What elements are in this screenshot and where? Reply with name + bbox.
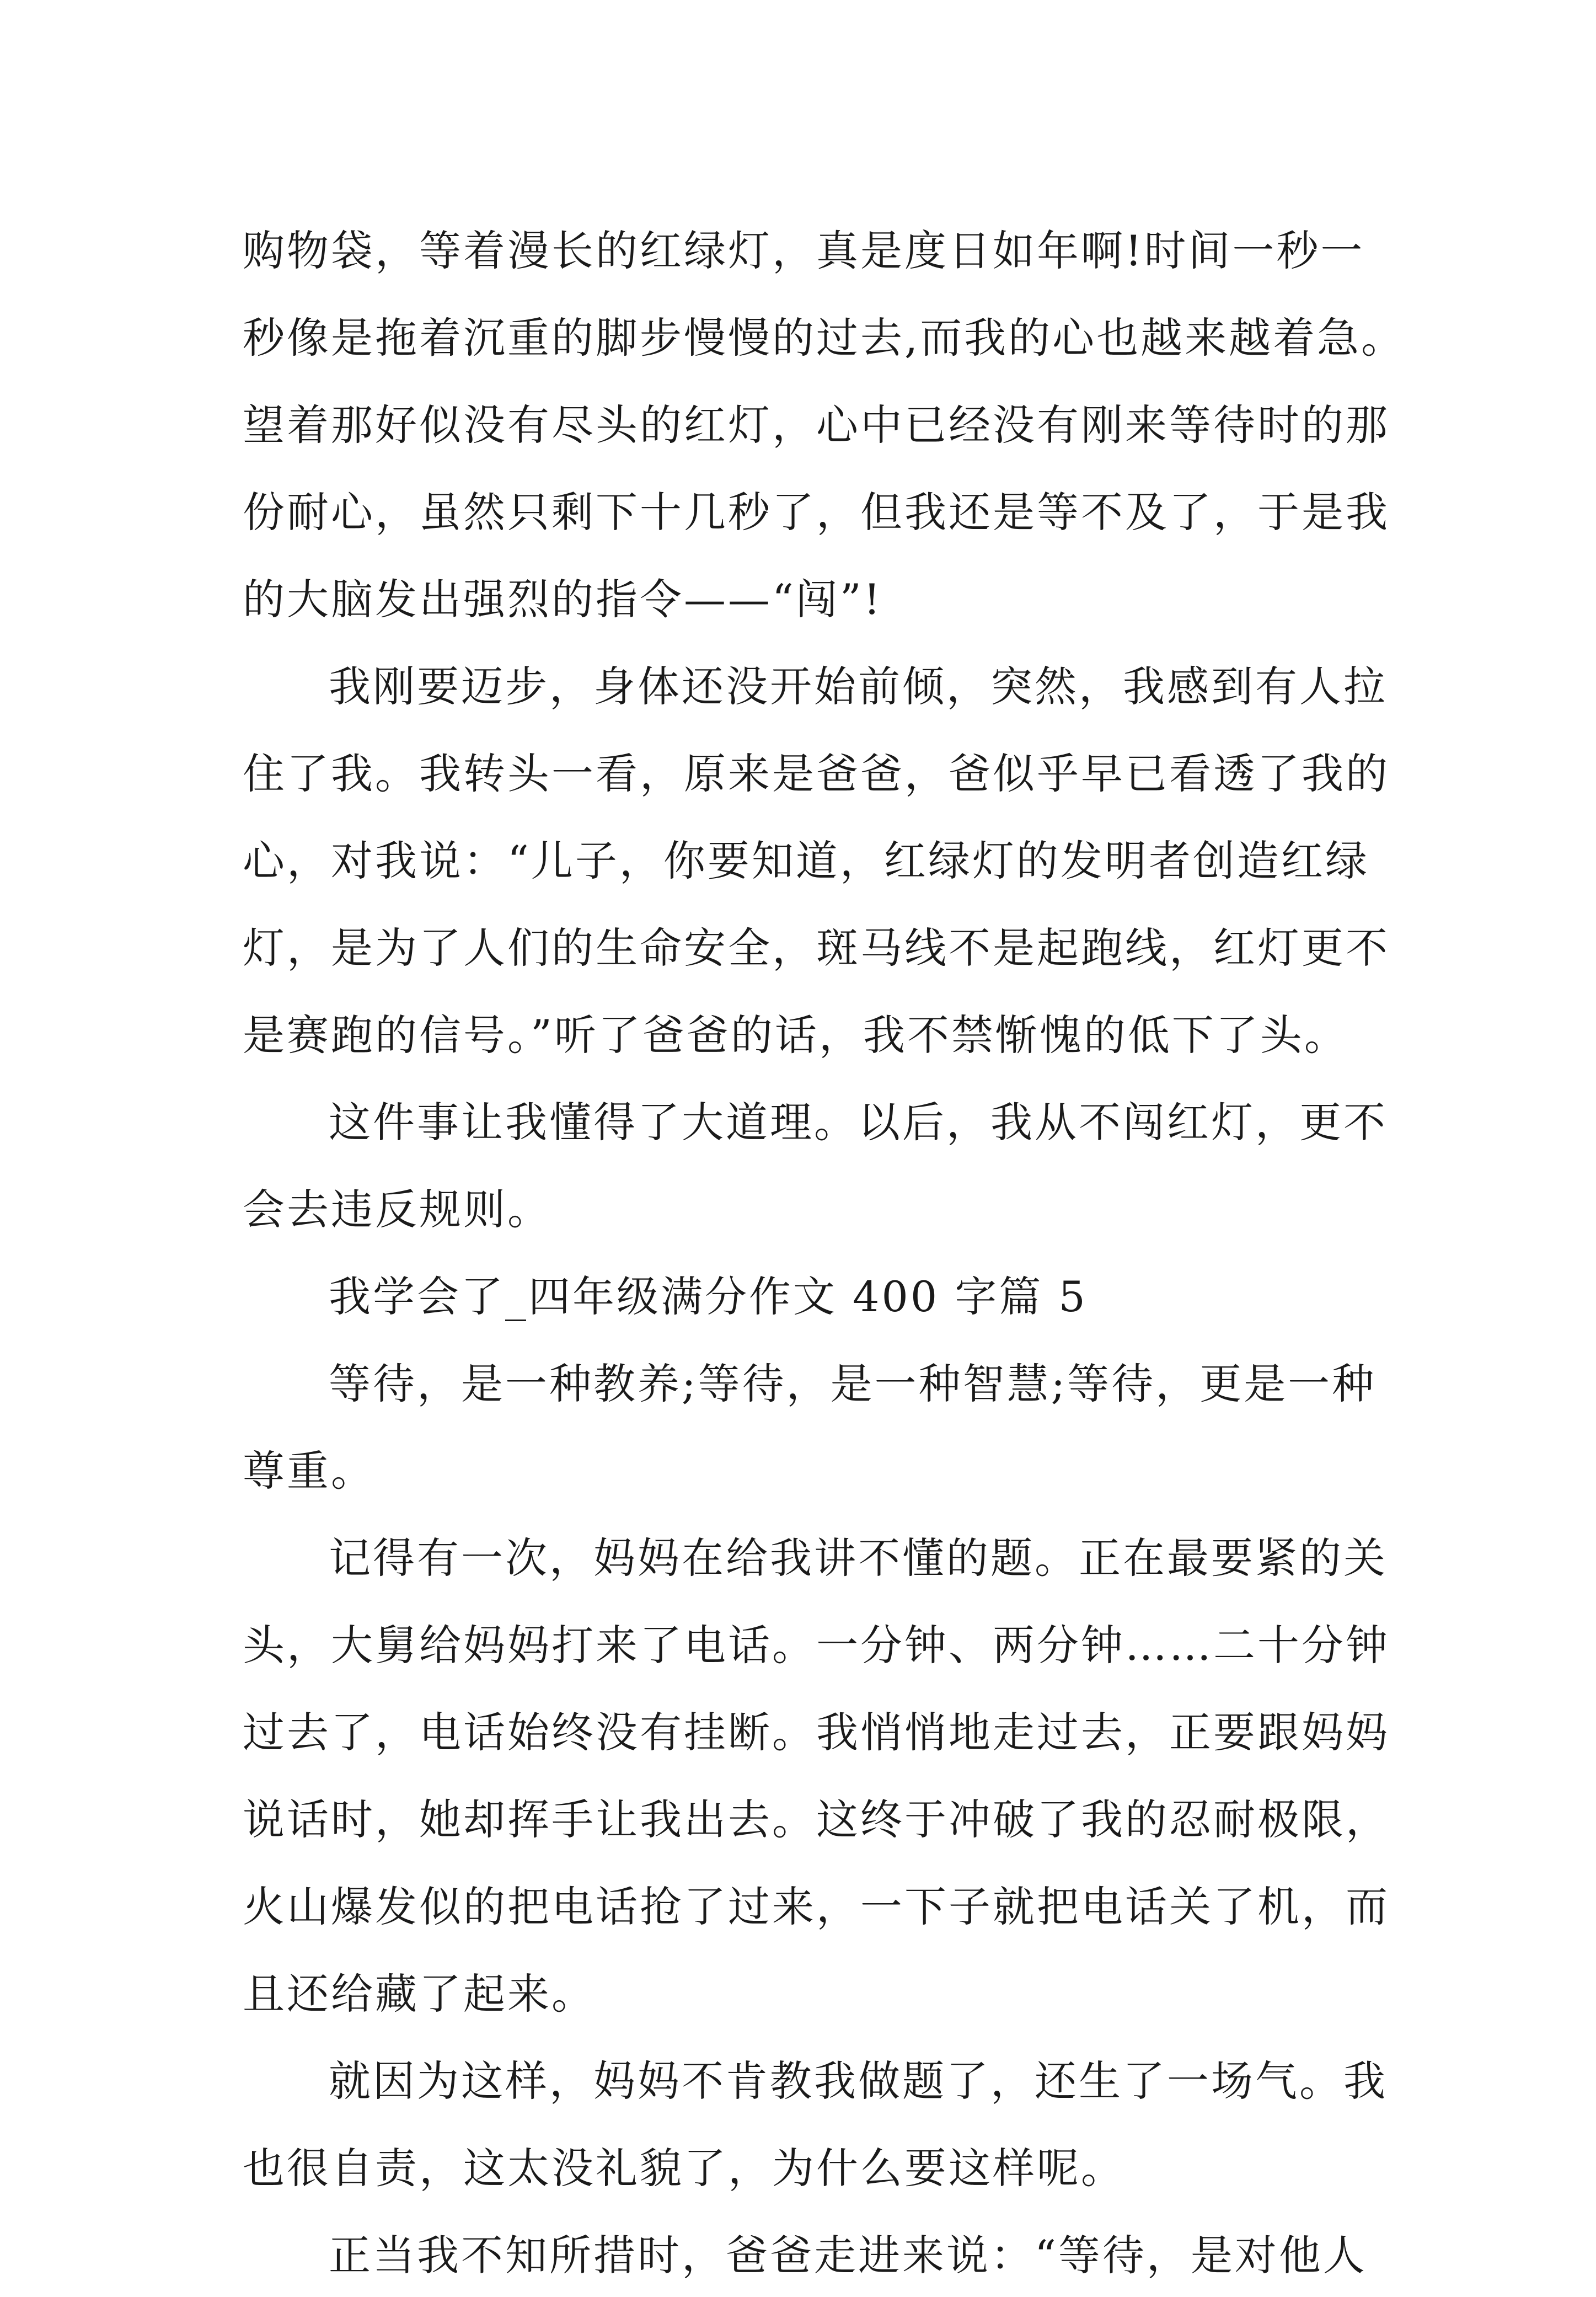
text-line: 的大脑发出强烈的指令——“闯”! — [243, 575, 883, 624]
paragraph-start: 我刚要迈步，身体还没开始前倾，突然，我感到有人拉 — [329, 662, 1388, 711]
text-line: 购物袋，等着漫长的红绿灯，真是度日如年啊!时间一秒一 — [243, 226, 1365, 275]
text-line: 住了我。我转头一看，原来是爸爸，爸似乎早已看透了我的 — [243, 749, 1390, 798]
text-line: 且还给藏了起来。 — [243, 1969, 596, 2018]
paragraph-start: 就因为这样，妈妈不肯教我做题了，还生了一场气。我 — [329, 2056, 1388, 2106]
text-line: 是赛跑的信号。”听了爸爸的话，我不禁惭愧的低下了头。 — [243, 1011, 1348, 1060]
paragraph-start: 记得有一次，妈妈在给我讲不懂的题。正在最要紧的关 — [329, 1534, 1388, 1583]
text-line: 会去违反规则。 — [243, 1185, 551, 1234]
text-line: 心，对我说：“儿子，你要知道，红绿灯的发明者创造红绿 — [243, 836, 1369, 885]
text-line: 尊重。 — [243, 1446, 375, 1495]
text-line: 也很自责，这太没礼貌了，为什么要这样呢。 — [243, 2144, 1125, 2193]
text-line: 说话时，她却挥手让我出去。这终于冲破了我的忍耐极限， — [243, 1795, 1390, 1844]
paragraph-start: 等待，是一种教养;等待，是一种智慧;等待，更是一种 — [329, 1359, 1377, 1408]
text-line: 头，大舅给妈妈打来了电话。一分钟、两分钟……二十分钟 — [243, 1621, 1390, 1670]
section-heading: 我学会了_四年级满分作文 400 字篇 5 — [329, 1272, 1088, 1321]
text-line: 望着那好似没有尽头的红灯，心中已经没有刚来等待时的那 — [243, 400, 1390, 450]
text-line: 秒像是拖着沉重的脚步慢慢的过去,而我的心也越来越着急。 — [243, 313, 1406, 362]
paragraph-start: 正当我不知所措时，爸爸走进来说：“等待，是对他人 — [329, 2231, 1367, 2280]
text-line: 灯，是为了人们的生命安全，斑马线不是起跑线，红灯更不 — [243, 923, 1390, 973]
paragraph-start: 这件事让我懂得了大道理。以后，我从不闯红灯，更不 — [329, 1098, 1388, 1147]
text-line: 份耐心，虽然只剩下十几秒了，但我还是等不及了，于是我 — [243, 488, 1390, 537]
text-line: 过去了，电话始终没有挂断。我悄悄地走过去，正要跟妈妈 — [243, 1708, 1390, 1757]
text-line: 火山爆发似的把电话抢了过来，一下子就把电话关了机，而 — [243, 1882, 1390, 1931]
